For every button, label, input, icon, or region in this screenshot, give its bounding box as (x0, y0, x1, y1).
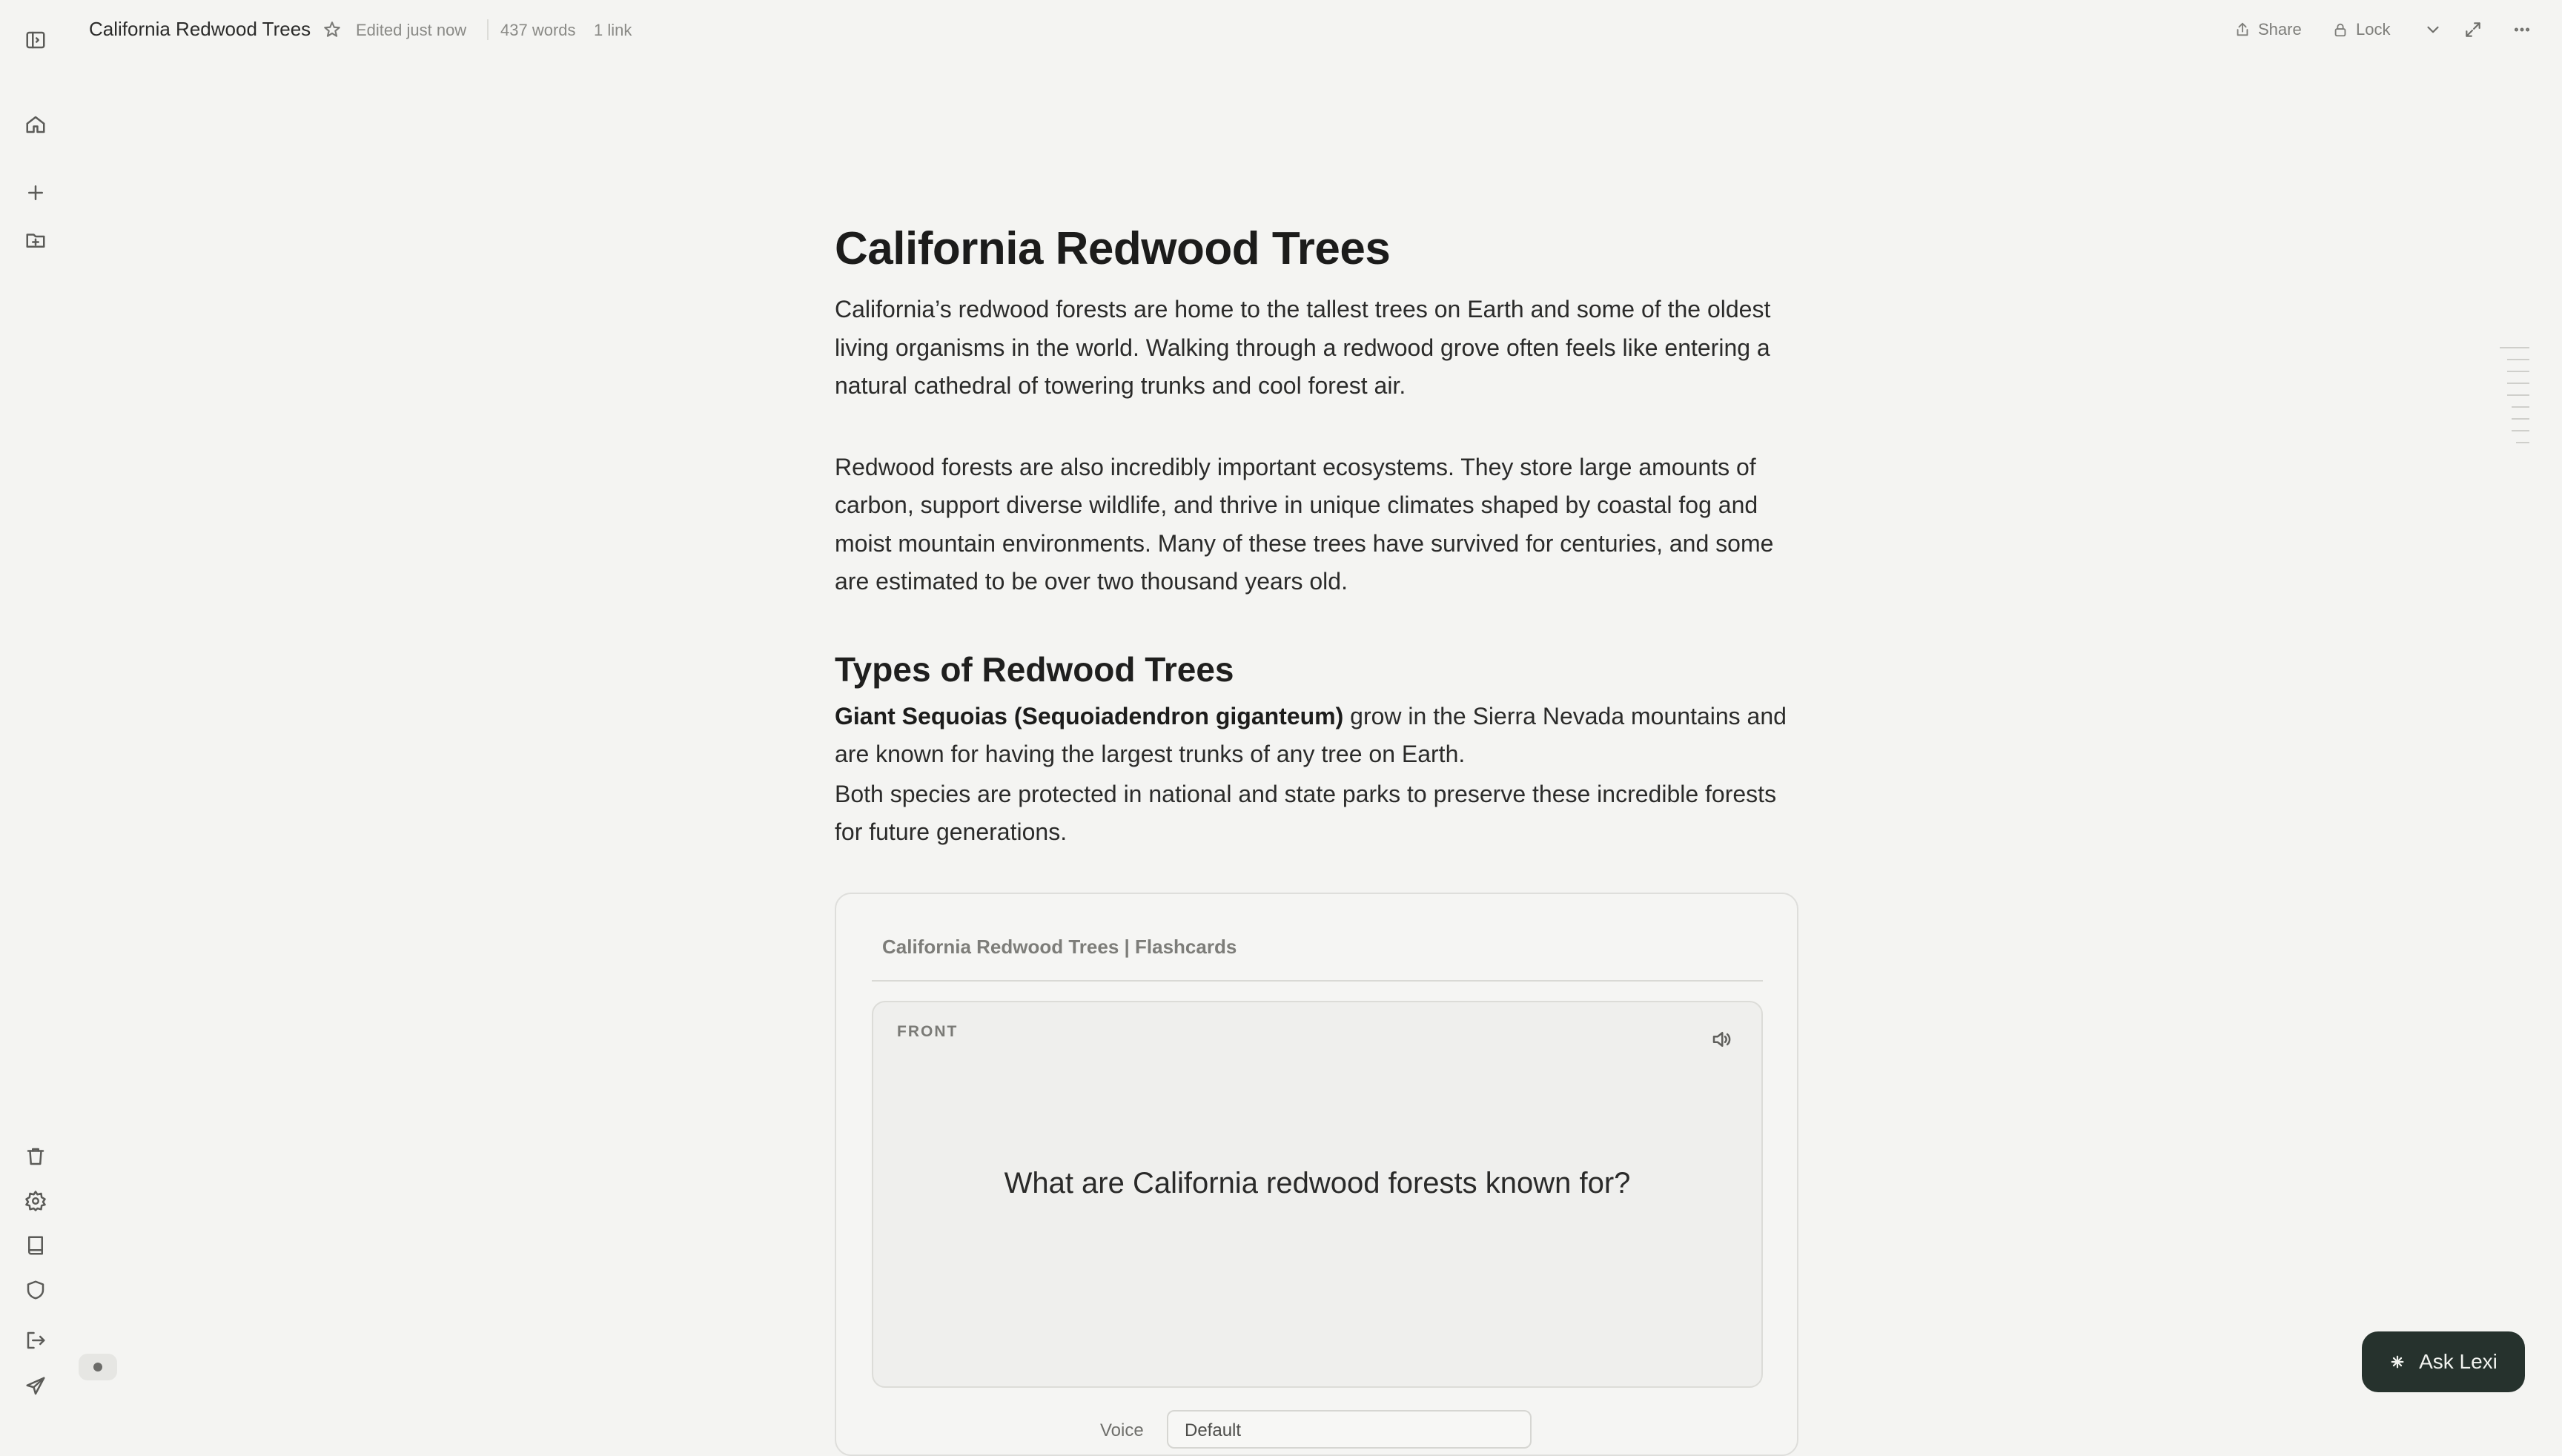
word-count: 437 words (500, 21, 576, 39)
section-heading-types[interactable]: Types of Redwood Trees (835, 649, 1234, 689)
lock-button[interactable] (2332, 16, 2390, 43)
share-button[interactable] (2234, 16, 2302, 43)
speaker-icon (1710, 1028, 1732, 1050)
ask-lexi-label: Ask Lexi (2419, 1350, 2498, 1373)
new-note-button[interactable] (19, 176, 52, 209)
paragraph-giant-sequoias[interactable] (835, 698, 1798, 774)
settings-button[interactable] (19, 1185, 52, 1217)
trash-button[interactable] (19, 1140, 52, 1173)
plus-icon (24, 182, 47, 204)
logout-icon (24, 1329, 47, 1351)
document-heading[interactable]: California Redwood Trees (835, 223, 1391, 274)
chevron-down-icon (2423, 20, 2443, 39)
share-icon (2234, 21, 2251, 38)
flashcard-question: What are California redwood forests known for? (1004, 1167, 1631, 1199)
logout-button[interactable] (19, 1324, 52, 1357)
favorite-button[interactable] (320, 18, 344, 42)
sparkle-icon (2389, 1354, 2406, 1370)
more-menu-button[interactable] (2509, 16, 2535, 43)
document-body[interactable] (835, 215, 1798, 852)
share-label: Share (2258, 20, 2302, 39)
bold-species-name: Giant Sequoias (Sequoiadendron giganteum) (835, 702, 1344, 729)
edited-status: Edited just now (356, 21, 467, 39)
library-button[interactable] (19, 1229, 52, 1262)
star-icon (322, 20, 342, 39)
ask-lexi-button[interactable] (2362, 1331, 2525, 1392)
flashcard-side-label: FRONT (897, 1023, 959, 1040)
feedback-button[interactable] (19, 1370, 52, 1403)
paragraph-giant-sequoias-text: grow in the Sierra Nevada mountains and are known for having the largest trunks of any tree on Earth. (835, 702, 1787, 767)
trash-icon (24, 1145, 47, 1168)
left-rail (0, 0, 71, 1428)
send-icon (24, 1375, 47, 1397)
flashcard[interactable] (872, 1001, 1763, 1388)
flashcards-divider (872, 980, 1763, 982)
shield-icon (24, 1279, 47, 1301)
privacy-button[interactable] (19, 1274, 52, 1306)
meta-divider (487, 19, 489, 40)
read-aloud-button[interactable] (1707, 1025, 1736, 1054)
paragraph-protection[interactable]: Both species are protected in national and state parks to preserve these incredible forests for future generations. (835, 780, 1777, 845)
ellipsis-icon (2512, 20, 2532, 39)
home-icon (24, 113, 47, 136)
new-folder-button[interactable] (19, 224, 52, 257)
link-count[interactable]: 1 link (594, 21, 632, 39)
flashcards-widget (835, 893, 1798, 1456)
fullscreen-button[interactable] (2460, 16, 2486, 43)
lock-icon (2332, 21, 2348, 38)
lock-label: Lock (2356, 20, 2391, 39)
paragraph-ecosystems[interactable]: Redwood forests are also incredibly important ecosystems. They store large amounts of carbon, support diverse wildlife, and thrive in unique climates shaped by coastal fog and moist mountain environments. Many of these trees have survived for centuries, and some are estimated to be over two thousand years old. (835, 453, 1774, 595)
top-bar (0, 0, 2562, 62)
folder-add-icon (24, 229, 47, 251)
voice-select[interactable]: Default (1167, 1410, 1532, 1449)
voice-label: Voice (1100, 1420, 1144, 1440)
home-button[interactable] (19, 108, 52, 141)
document-outline[interactable] (2500, 347, 2529, 458)
book-icon (24, 1234, 47, 1257)
paragraph-intro[interactable]: California’s redwood forests are home to the tallest trees on Earth and some of the oldest living organisms in the world. Walking through a redwood grove often feels like entering a natural cathedral of towering trunks and cool forest air. (835, 296, 1771, 399)
status-dot (93, 1363, 102, 1371)
gear-icon (24, 1190, 47, 1212)
expand-icon (2463, 20, 2483, 39)
document-title-breadcrumb[interactable]: California Redwood Trees (89, 18, 311, 40)
status-indicator[interactable] (79, 1354, 117, 1380)
more-options-dropdown[interactable] (2420, 16, 2446, 43)
flashcards-title: California Redwood Trees | Flashcards (882, 936, 1237, 958)
